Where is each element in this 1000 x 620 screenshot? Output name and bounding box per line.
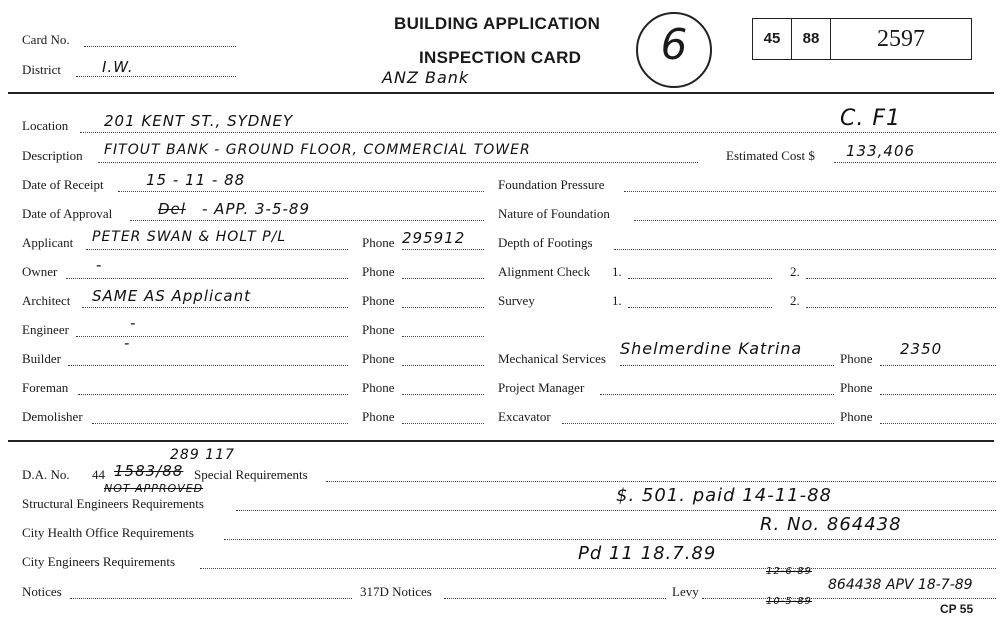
- engineer-phone-label: Phone: [362, 322, 395, 337]
- excavator-line: [562, 423, 834, 424]
- title-line2: INSPECTION CARD: [419, 48, 582, 67]
- estimated-cost-value: 133,406: [846, 142, 916, 160]
- alignment-2-line: [806, 278, 996, 279]
- date-approval-line: [130, 220, 484, 221]
- location-value: 201 KENT ST., SYDNEY: [104, 112, 294, 130]
- date-receipt-value: 15 - 11 - 88: [146, 171, 246, 189]
- owner-phone-line: [402, 278, 484, 279]
- owner-label: Owner: [22, 264, 58, 279]
- architect-phone-line: [402, 307, 484, 308]
- foreman-phone-line: [402, 394, 484, 395]
- levy-value: 864438 APV 18-7-89: [828, 577, 973, 593]
- special-line: [326, 481, 996, 482]
- builder-line: [68, 365, 348, 366]
- engineer-line: [76, 336, 348, 337]
- levy-line: [702, 598, 996, 599]
- special-label: Special Requirements: [194, 467, 308, 482]
- demolisher-phone-label: Phone: [362, 409, 395, 424]
- circled-number: [636, 12, 712, 88]
- levy-struck-1: 12-6-89: [766, 566, 813, 577]
- city-eng-value: Pd 11 18.7.89: [578, 543, 717, 564]
- district-label: District: [22, 62, 61, 77]
- project-manager-phone-line: [880, 394, 996, 395]
- excavator-label: Excavator: [498, 409, 551, 424]
- excavator-phone-line: [880, 423, 996, 424]
- engineer-label: Engineer: [22, 322, 69, 337]
- date-approval-struck: Del: [158, 200, 186, 218]
- applicant-line: [86, 249, 348, 250]
- survey-2-line: [806, 307, 996, 308]
- card-no-line: [84, 46, 236, 47]
- survey-1-line: [628, 307, 772, 308]
- applicant-phone-value: 295912: [402, 229, 466, 247]
- architect-value: SAME AS Applicant: [92, 287, 251, 305]
- structural-line: [236, 510, 996, 511]
- description-label: Description: [22, 148, 83, 163]
- description-line: [98, 162, 698, 163]
- levy-struck-2: 10-5-89: [766, 596, 813, 607]
- district-value: I.W.: [102, 58, 134, 76]
- da-prefix: 44: [92, 467, 105, 482]
- applicant-value: PETER SWAN & HOLT P/L: [92, 229, 287, 245]
- architect-line: [82, 307, 348, 308]
- cf-note: C. F1: [840, 106, 901, 131]
- box-b: 88: [792, 19, 831, 59]
- demolisher-phone-line: [402, 423, 484, 424]
- mechanical-phone-line: [880, 365, 996, 366]
- da-struck: 1583/88: [114, 462, 184, 480]
- location-label: Location: [22, 118, 69, 133]
- card-number-box: [752, 18, 972, 60]
- alignment-label: Alignment Check: [498, 264, 591, 279]
- levy-label: Levy: [672, 584, 699, 599]
- project-manager-label: Project Manager: [498, 380, 585, 395]
- description-value: FITOUT BANK - GROUND FLOOR, COMMERCIAL TOWER: [104, 142, 531, 158]
- foundation-pressure-line: [624, 191, 996, 192]
- bank-note: ANZ Bank: [382, 68, 470, 87]
- foundation-pressure-label: Foundation Pressure: [498, 177, 605, 192]
- circled-number-value: 6: [660, 20, 688, 69]
- excavator-phone-label: Phone: [840, 409, 873, 424]
- health-line: [224, 539, 996, 540]
- builder-label: Builder: [22, 351, 61, 366]
- applicant-phone-line: [402, 249, 484, 250]
- builder-value: -: [124, 334, 131, 352]
- estimated-cost-label: Estimated Cost $: [726, 148, 815, 163]
- engineer-phone-line: [402, 336, 484, 337]
- form-code: CP 55: [940, 602, 974, 616]
- architect-phone-label: Phone: [362, 293, 395, 308]
- project-manager-line: [600, 394, 834, 395]
- middle-divider: [8, 440, 994, 442]
- city-eng-label: City Engineers Requirements: [22, 554, 176, 569]
- architect-label: Architect: [22, 293, 71, 308]
- box-number: 2597: [877, 26, 925, 52]
- date-approval-value: - APP. 3-5-89: [202, 200, 311, 218]
- title-line1: BUILDING APPLICATION: [394, 14, 601, 33]
- foreman-phone-label: Phone: [362, 380, 395, 395]
- mechanical-line: [620, 365, 834, 366]
- structural-label: Structural Engineers Requirements: [22, 496, 204, 511]
- card-no-label: Card No.: [22, 32, 70, 47]
- alignment-2-label: 2.: [790, 264, 800, 279]
- notices317-label: 317D Notices: [360, 584, 432, 599]
- owner-value: -: [96, 256, 103, 274]
- foreman-label: Foreman: [22, 380, 69, 395]
- structural-value: $. 501. paid 14-11-88: [616, 485, 833, 506]
- estimated-cost-line: [834, 162, 996, 163]
- health-value: R. No. 864438: [760, 514, 902, 535]
- survey-2-label: 2.: [790, 293, 800, 308]
- mechanical-phone-value: 2350: [900, 340, 943, 358]
- owner-phone-label: Phone: [362, 264, 395, 279]
- mechanical-value: Shelmerdine Katrina: [620, 339, 803, 358]
- applicant-phone-label: Phone: [362, 235, 395, 250]
- city-eng-line: [200, 568, 996, 569]
- demolisher-label: Demolisher: [22, 409, 83, 424]
- not-approved-note: NOT APPROVED: [104, 482, 204, 495]
- demolisher-line: [92, 423, 348, 424]
- date-receipt-label: Date of Receipt: [22, 177, 104, 192]
- survey-label: Survey: [498, 293, 535, 308]
- alignment-1-line: [628, 278, 772, 279]
- da-new-number: 289 117: [170, 447, 235, 463]
- depth-footings-label: Depth of Footings: [498, 235, 593, 250]
- builder-phone-line: [402, 365, 484, 366]
- top-divider: [8, 92, 994, 94]
- notices-label: Notices: [22, 584, 62, 599]
- owner-line: [66, 278, 348, 279]
- location-line: [80, 132, 996, 133]
- nature-foundation-line: [634, 220, 996, 221]
- alignment-1-label: 1.: [612, 264, 622, 279]
- builder-phone-label: Phone: [362, 351, 395, 366]
- nature-foundation-label: Nature of Foundation: [498, 206, 610, 221]
- applicant-label: Applicant: [22, 235, 74, 250]
- notices-line: [70, 598, 352, 599]
- notices317-line: [444, 598, 666, 599]
- box-a: 45: [753, 19, 792, 59]
- project-manager-phone-label: Phone: [840, 380, 873, 395]
- health-label: City Health Office Requirements: [22, 525, 194, 540]
- foreman-line: [78, 394, 348, 395]
- mechanical-phone-label: Phone: [840, 351, 873, 366]
- depth-footings-line: [614, 249, 996, 250]
- survey-1-label: 1.: [612, 293, 622, 308]
- district-line: [76, 76, 236, 77]
- date-receipt-line: [118, 191, 484, 192]
- engineer-value: -: [130, 314, 137, 332]
- date-approval-label: Date of Approval: [22, 206, 113, 221]
- mechanical-label: Mechanical Services: [498, 351, 606, 366]
- da-label: D.A. No.: [22, 467, 70, 482]
